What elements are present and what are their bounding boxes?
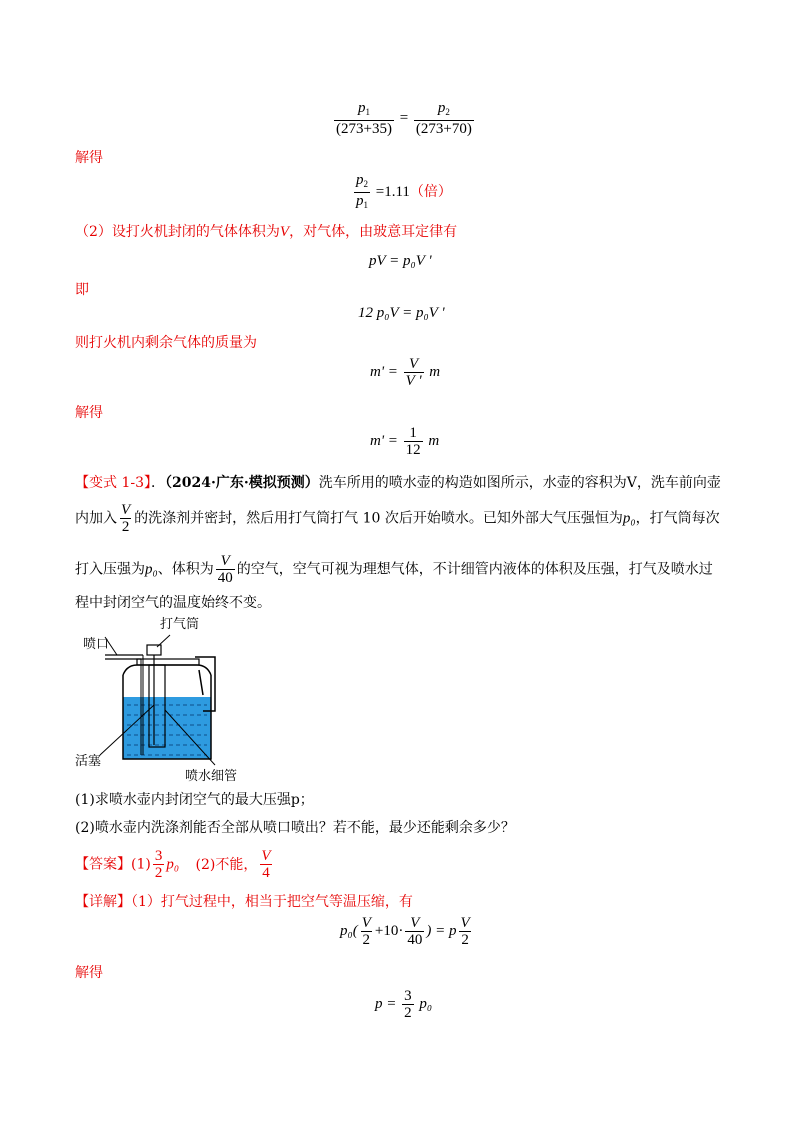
label-tube: 喷水细管 xyxy=(185,769,238,784)
question-2: (2)喷水壶内洗涤剂能否全部从喷口喷出？若不能，最少还能剩余多少？ xyxy=(75,820,515,836)
detail-line: 【详解】（1）打气过程中，相当于把空气等温压缩，有 xyxy=(75,894,413,910)
equation-ratio: $\frac{p_2}{p_1}$ =1.11（倍） xyxy=(352,172,452,213)
water-fill xyxy=(123,697,211,759)
bottle-cap xyxy=(137,659,199,665)
label-jiede-3: 解得 xyxy=(75,965,103,981)
equation-final: p = $\frac{3}{2}$ p₀ xyxy=(375,988,433,1021)
label-piston: 活塞 xyxy=(75,754,102,769)
problem-line-4: 程中封闭空气的温度始终不变。 xyxy=(75,595,271,611)
pump-handle xyxy=(147,645,161,655)
equation-mass: m' = $\frac{V}{V '}$ m xyxy=(370,356,441,389)
equation-ji: 12 p₀V = p₀V ' xyxy=(358,305,445,321)
answer-line: 【答案】(1) $\frac{3}{2}$ p₀ (2)不能， $\frac{V}{4}$ xyxy=(75,848,271,881)
bottle-shoulder xyxy=(123,665,211,675)
label-pump: 打气筒 xyxy=(160,617,200,632)
problem-line-2: 内加入 $\frac{V}{2}$ 的洗涤剂并密封，然后用打气筒打气 10 次后开始喷水。已知外部大气压强恒为p₀，打气筒每次 xyxy=(75,502,720,535)
detail-tag: 【详解】 xyxy=(75,894,131,910)
label-jiede-1: 解得 xyxy=(75,150,103,166)
answer-tag: 【答案】 xyxy=(75,856,131,873)
question-1: (1)求喷水壶内封闭空气的最大压强p； xyxy=(75,792,314,808)
problem-line-1: 【变式 1-3】．（2024·广东·模拟预测）洗车所用的喷水壶的构造如图所示，水壶的容积为V，洗车前向壶 xyxy=(75,475,721,491)
problem-tag: 【变式 1-3】 xyxy=(75,475,151,491)
label-remaining-mass: 则打火机内剩余气体的质量为 xyxy=(75,335,257,351)
problem-line-3: 打入压强为p₀、体积为 $\frac{V}{40}$ 的空气，空气可视为理想气体，不计细管内液体的体积及压强，打气及喷水过 xyxy=(75,553,713,586)
part2-intro: （2）设打火机封闭的气体体积为V，对气体，由玻意耳定律有 xyxy=(75,224,458,240)
equation-mass-result: m' = $\frac{1}{12}$ m xyxy=(370,425,440,458)
equation-compress: p₀( $\frac{V}{2}$ +10· $\frac{V}{40}$ ) = p $\frac{V}{2}$ xyxy=(340,915,470,948)
handle-grip xyxy=(199,670,203,695)
label-jiede-2: 解得 xyxy=(75,405,103,421)
label-ji: 即 xyxy=(75,282,89,298)
spray-bottle-diagram xyxy=(75,615,275,785)
label-nozzle: 喷口 xyxy=(83,637,110,652)
leader-pump xyxy=(157,635,170,647)
equation-gay-lussac: $\frac{p_1}{(273+35)}$ = $\frac{p_2}{(273+70)}$ xyxy=(336,100,472,137)
equation-boyle: pV = p₀V ' xyxy=(369,253,432,269)
